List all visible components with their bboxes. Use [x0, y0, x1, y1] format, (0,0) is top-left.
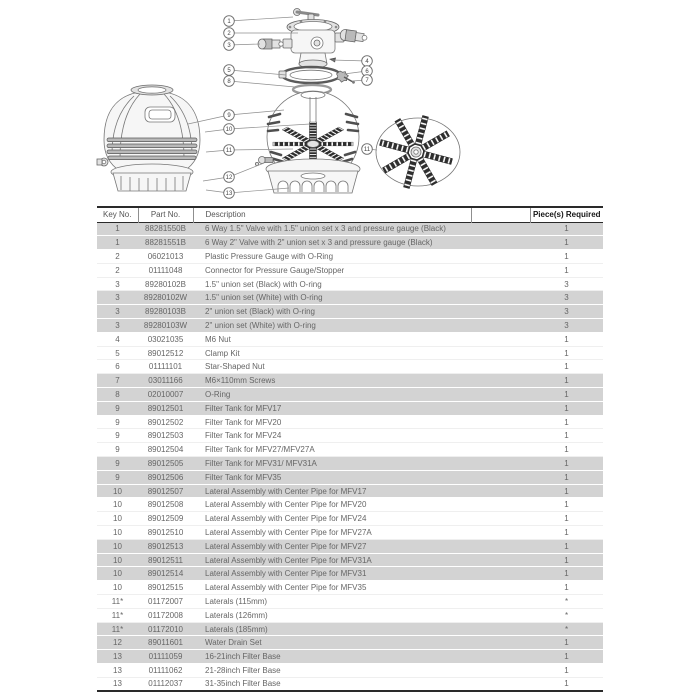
cell-spacer [471, 636, 530, 650]
table-row [97, 429, 603, 443]
table-row [97, 608, 603, 622]
cell-part: 89012514 [147, 569, 184, 579]
cell-spacer [471, 677, 530, 691]
callout-label: 7 [365, 78, 369, 85]
table-row [97, 346, 603, 360]
cell-qty: 3 [564, 279, 569, 289]
cell-key: 3 [115, 307, 120, 317]
cell-desc: Filter Tank for MFV17 [205, 403, 282, 413]
callout-label: 13 [225, 191, 233, 198]
cell-part: 89012513 [147, 541, 184, 551]
cell-spacer [471, 319, 530, 333]
cell-qty: 1 [564, 527, 569, 537]
cell-qty: 1 [564, 679, 569, 689]
table-row [97, 360, 603, 374]
table-row [97, 567, 603, 581]
cell-key: 10 [113, 583, 122, 593]
cell-desc: Lateral Assembly with Center Pipe for MFV27 [205, 541, 367, 551]
cell-qty: 1 [564, 652, 569, 662]
cell-part: 89012505 [147, 458, 184, 468]
cell-spacer [471, 291, 530, 305]
callout-label: 5 [227, 68, 231, 75]
cell-spacer [471, 595, 530, 609]
cell-spacer [471, 401, 530, 415]
cell-qty: 1 [564, 569, 569, 579]
header-key-no: Key No. [103, 210, 132, 220]
cell-part: 89012502 [147, 417, 184, 427]
cell-spacer [471, 457, 530, 471]
cell-key: 9 [115, 445, 120, 455]
valve-body [283, 30, 344, 53]
callout-label: 11 [225, 148, 233, 155]
cell-qty: 1 [564, 265, 569, 275]
cell-desc: Laterals (185mm) [205, 624, 268, 634]
table-row [97, 636, 603, 650]
cell-spacer [471, 650, 530, 664]
callout-label: 6 [365, 69, 369, 76]
cell-desc: Filter Tank for MFV24 [205, 431, 282, 441]
lateral-detail-illustration [376, 115, 460, 188]
cell-part: 01111059 [148, 652, 183, 662]
cell-qty: 3 [564, 320, 569, 330]
exploded-parts-diagram [0, 0, 700, 206]
cell-spacer [471, 608, 530, 622]
filter-base [266, 159, 360, 193]
table-row [97, 470, 603, 484]
cell-desc: Filter Tank for MFV35 [205, 472, 282, 482]
cell-part: 89012510 [147, 527, 184, 537]
cell-part: 01111062 [148, 665, 183, 675]
valve-exploded-illustration [258, 9, 368, 95]
cell-desc: 2" union set (White) with O-ring [205, 320, 316, 330]
callout-label: 4 [365, 59, 369, 66]
cell-qty: 1 [564, 514, 569, 524]
cell-qty: 1 [564, 403, 569, 413]
cell-part: 03011166 [148, 376, 183, 386]
cell-key: 2 [115, 265, 120, 275]
cell-key: 1 [115, 238, 120, 248]
table-row [97, 553, 603, 567]
cell-spacer [471, 305, 530, 319]
parts-table-body [97, 222, 603, 691]
cell-desc: Star-Shaped Nut [205, 362, 265, 372]
cell-desc: Lateral Assembly with Center Pipe for MFV20 [205, 500, 367, 510]
cell-desc: Clamp Kit [205, 348, 240, 358]
cell-qty: 1 [564, 376, 569, 386]
cell-spacer [471, 346, 530, 360]
cell-qty: 1 [564, 555, 569, 565]
cell-qty: 1 [564, 389, 569, 399]
cell-key: 6 [115, 362, 120, 372]
cell-qty: * [564, 610, 569, 620]
cell-part: 03021035 [147, 334, 184, 344]
cell-desc: 21-28inch Filter Base [205, 665, 281, 675]
callout-label: 2 [227, 31, 231, 38]
cell-key: 9 [115, 458, 120, 468]
cell-key: 13 [113, 652, 122, 662]
cell-part: 01172007 [148, 596, 183, 606]
cell-qty: 1 [564, 638, 569, 648]
cell-key: 1 [115, 224, 120, 234]
cell-key: 9 [115, 417, 120, 427]
cell-desc: O-Ring [205, 389, 231, 399]
cell-desc: 6 Way 2" Valve with 2" union set x 3 and pressure gauge (Black) [205, 238, 433, 248]
cell-part: 89012507 [147, 486, 184, 496]
cell-part: 89012506 [147, 472, 184, 482]
cell-desc: 1.5" union set (White) with O-ring [205, 293, 323, 303]
cell-qty: 1 [564, 251, 569, 261]
cell-part: 01111101 [148, 362, 183, 372]
callout-label: 12 [225, 175, 233, 182]
header-spacer [471, 207, 530, 222]
table-row [97, 595, 603, 609]
clamp-ring [279, 67, 340, 83]
cell-desc: Laterals (126mm) [205, 610, 268, 620]
table-row [97, 498, 603, 512]
cell-part: 89012504 [147, 445, 184, 455]
cell-key: 3 [115, 293, 120, 303]
cell-part: 02010007 [147, 389, 184, 399]
cell-key: 4 [115, 334, 120, 344]
cell-key: 3 [115, 279, 120, 289]
table-row [97, 677, 603, 691]
leader-line [229, 81, 295, 87]
cell-part: 89012501 [147, 403, 184, 413]
cell-key: 10 [113, 514, 122, 524]
cell-qty: 1 [564, 500, 569, 510]
table-row [97, 622, 603, 636]
cell-key: 5 [115, 348, 120, 358]
cell-qty: * [564, 624, 569, 634]
table-row [97, 401, 603, 415]
cell-qty: 1 [564, 541, 569, 551]
cell-spacer [471, 664, 530, 678]
cell-spacer [471, 484, 530, 498]
cell-part: 89012515 [147, 583, 184, 593]
cell-spacer [471, 567, 530, 581]
table-row [97, 374, 603, 388]
cell-spacer [471, 222, 530, 236]
cell-desc: Lateral Assembly with Center Pipe for MFV24 [205, 514, 367, 524]
cell-desc: Filter Tank for MFV27/MFV27A [205, 445, 315, 455]
cell-desc: 2" union set (Black) with O-ring [205, 307, 315, 317]
table-row [97, 539, 603, 553]
cell-key: 3 [115, 320, 120, 330]
cell-spacer [471, 388, 530, 402]
cell-part: 01172008 [148, 610, 183, 620]
cell-part: 89012503 [147, 431, 184, 441]
callout-label: 1 [227, 19, 231, 26]
table-row [97, 443, 603, 457]
cell-key: 10 [113, 569, 122, 579]
table-row [97, 222, 603, 236]
cell-part: 01112037 [148, 679, 183, 689]
table-row [97, 526, 603, 540]
union-fitting-left [258, 39, 283, 49]
cell-qty: 1 [564, 486, 569, 496]
cell-key: 11* [111, 624, 124, 634]
cell-part: 89012511 [148, 555, 183, 565]
cell-key: 7 [115, 376, 120, 386]
cell-part: 89011601 [148, 638, 183, 648]
cell-qty: 1 [564, 334, 569, 344]
cell-key: 12 [113, 638, 122, 648]
cell-qty: 1 [564, 238, 569, 248]
tank-exploded-illustration [255, 91, 360, 193]
cell-key: 8 [115, 389, 120, 399]
table-row [97, 415, 603, 429]
cell-qty: 1 [564, 583, 569, 593]
table-row [97, 484, 603, 498]
table-row [97, 581, 603, 595]
cell-desc: Plastic Pressure Gauge with O-Ring [205, 251, 334, 261]
water-drain-part [255, 157, 273, 166]
cell-part: 89280103W [143, 320, 188, 330]
cell-spacer [471, 498, 530, 512]
cell-desc: 6 Way 1.5" Valve with 1.5" union set x 3 and pressure gauge (Black) [205, 224, 446, 234]
cell-spacer [471, 360, 530, 374]
table-row [97, 457, 603, 471]
cell-desc: Lateral Assembly with Center Pipe for MFV17 [205, 486, 367, 496]
cell-part: 89280102W [143, 293, 188, 303]
cell-spacer [471, 526, 530, 540]
cell-part: 88281551B [145, 238, 186, 248]
cell-key: 13 [113, 665, 122, 675]
cell-key: 2 [115, 251, 120, 261]
callout-label: 8 [227, 79, 231, 86]
table-row [97, 250, 603, 264]
cell-qty: 3 [564, 293, 569, 303]
cell-desc: Filter Tank for MFV20 [205, 417, 282, 427]
cell-part: 89012509 [147, 514, 184, 524]
leader-line [229, 17, 293, 21]
cell-qty: 1 [564, 417, 569, 427]
cell-desc: 31-35inch Filter Base [205, 679, 281, 689]
cell-part: 06021013 [147, 251, 184, 261]
table-row [97, 263, 603, 277]
cell-spacer [471, 250, 530, 264]
cell-desc: 16-21inch Filter Base [205, 652, 281, 662]
assembled-filter-illustration [97, 85, 200, 191]
cell-qty: * [564, 596, 569, 606]
table-header-row [97, 207, 603, 222]
cell-part: 89280102B [145, 279, 186, 289]
cell-qty: 1 [564, 458, 569, 468]
table-row [97, 650, 603, 664]
cell-desc: M6 Nut [205, 334, 231, 344]
cell-part: 01172010 [148, 624, 183, 634]
cell-spacer [471, 470, 530, 484]
cell-key: 9 [115, 472, 120, 482]
cell-qty: 1 [564, 665, 569, 675]
cell-desc: 1.5" union set (Black) with O-ring [205, 279, 322, 289]
cell-key: 10 [113, 555, 122, 565]
cell-spacer [471, 415, 530, 429]
cell-qty: 1 [564, 224, 569, 234]
cell-spacer [471, 512, 530, 526]
cell-qty: 1 [564, 472, 569, 482]
cell-spacer [471, 539, 530, 553]
cell-qty: 1 [564, 348, 569, 358]
parts-table [97, 206, 603, 692]
cell-desc: Connector for Pressure Gauge/Stopper [205, 265, 345, 275]
cell-key: 11* [111, 596, 124, 606]
cell-key: 10 [113, 541, 122, 551]
cell-key: 10 [113, 500, 122, 510]
cell-spacer [471, 236, 530, 250]
cell-desc: Lateral Assembly with Center Pipe for MFV27A [205, 527, 372, 537]
cell-part: 89280103B [145, 307, 186, 317]
header-pieces-required: Piece(s) Required [530, 207, 603, 222]
cell-desc: Lateral Assembly with Center Pipe for MFV31 [205, 569, 367, 579]
leader-line [229, 70, 286, 75]
cell-part: 01111048 [148, 265, 183, 275]
cell-spacer [471, 429, 530, 443]
cell-spacer [471, 374, 530, 388]
cell-spacer [471, 277, 530, 291]
cell-spacer [471, 332, 530, 346]
callout-label: 10 [225, 127, 233, 134]
callout-label: 11 [363, 147, 371, 154]
table-row [97, 512, 603, 526]
cell-part: 89012508 [147, 500, 184, 510]
cell-spacer [471, 553, 530, 567]
cell-desc: Filter Tank for MFV31/ MFV31A [205, 458, 317, 468]
cell-spacer [471, 443, 530, 457]
cell-part: 89012512 [147, 348, 184, 358]
cell-key: 11* [111, 610, 124, 620]
header-part-no: Part No. [138, 207, 193, 222]
cell-desc: Laterals (115mm) [205, 596, 268, 606]
cell-part: 88281550B [145, 224, 186, 234]
cell-key: 10 [113, 527, 122, 537]
table-row [97, 277, 603, 291]
cell-desc: Lateral Assembly with Center Pipe for MFV31A [205, 555, 372, 565]
table-row [97, 319, 603, 333]
cell-desc: M6×110mm Screws [205, 376, 276, 386]
cell-key: 10 [113, 486, 122, 496]
cell-desc: Water Drain Set [205, 638, 262, 648]
table-row [97, 236, 603, 250]
cell-spacer [471, 622, 530, 636]
cell-qty: 3 [564, 307, 569, 317]
cell-spacer [471, 263, 530, 277]
cell-qty: 1 [564, 431, 569, 441]
table-row [97, 388, 603, 402]
cell-spacer [471, 581, 530, 595]
table-row [97, 305, 603, 319]
callout-label: 9 [227, 113, 231, 120]
cell-key: 13 [113, 679, 122, 689]
table-row [97, 664, 603, 678]
cell-desc: Lateral Assembly with Center Pipe for MFV35 [205, 583, 367, 593]
cell-key: 9 [115, 431, 120, 441]
header-description: Description [193, 207, 471, 222]
callout-label: 3 [227, 43, 231, 50]
table-row [97, 332, 603, 346]
table-row [97, 291, 603, 305]
star-nut [337, 71, 349, 82]
cell-qty: 1 [564, 362, 569, 372]
cell-qty: 1 [564, 445, 569, 455]
cell-key: 9 [115, 403, 120, 413]
